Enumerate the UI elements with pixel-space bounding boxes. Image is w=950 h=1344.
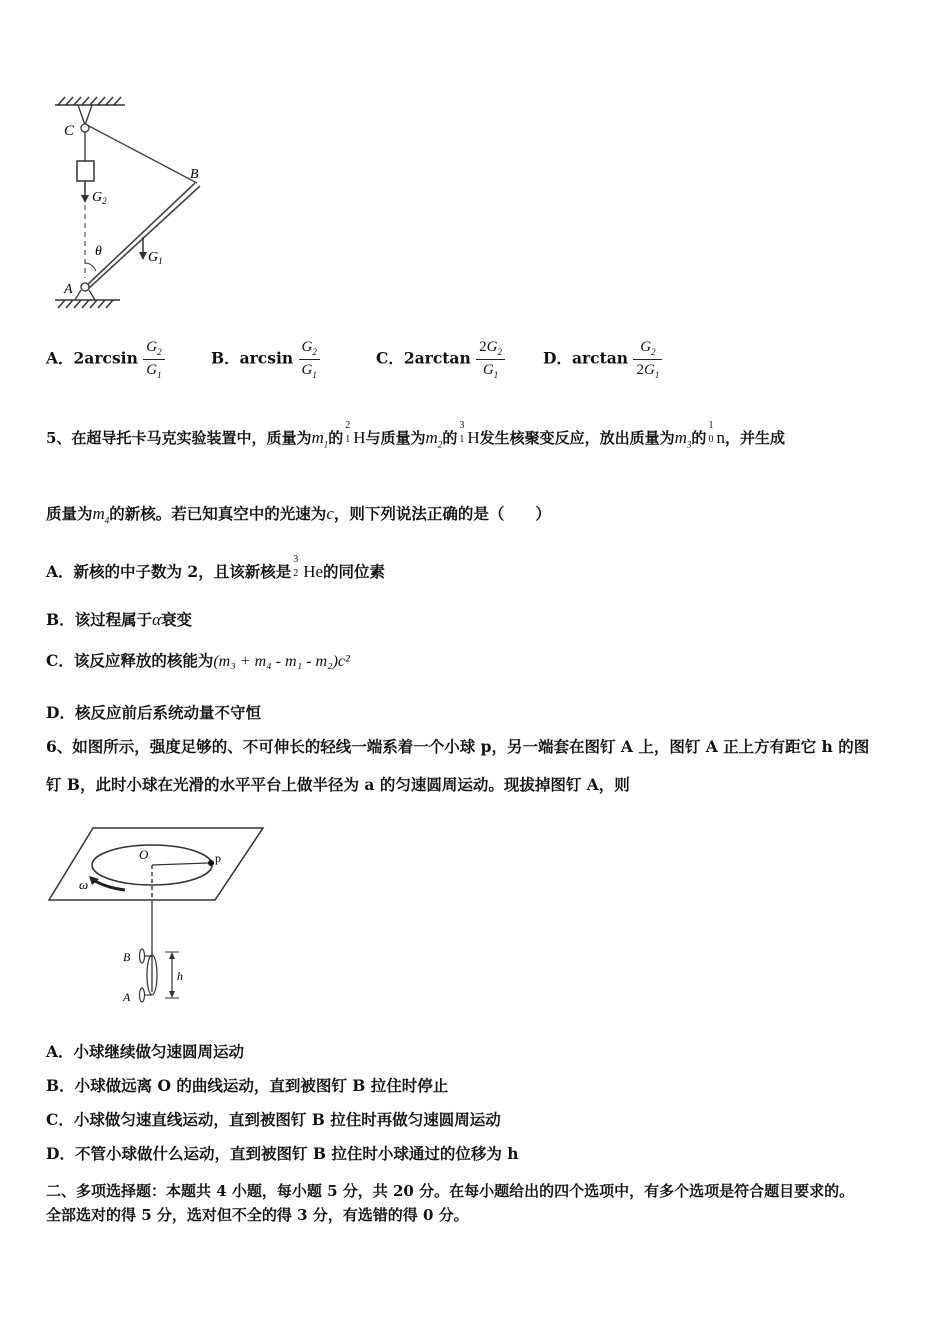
height-arrow-top <box>169 952 175 959</box>
q6-option-B[interactable]: B．小球做远离 O 的曲线运动，直到被图钉 B 拉住时停止 <box>46 1076 449 1095</box>
label-A: A <box>64 282 73 297</box>
q6-stem-line1: 6、如图所示，强度足够的、不可伸长的轻线一端系着一个小球 p，另一端套在图钉 A 上，图钉 A 正上方有距它 h 的图 <box>46 737 870 756</box>
label-B: B <box>190 167 199 182</box>
label-G2: $G_2$ <box>92 190 107 206</box>
fraction: $\frac{G_2}{G_1}$ <box>299 338 320 381</box>
q4-option-B[interactable]: B．arcsin $\frac{G_2}{G_1}$ <box>211 338 320 381</box>
ball-p <box>208 860 214 866</box>
fraction: $\frac{G_2}{2G_1}$ <box>633 338 662 381</box>
q6-option-A[interactable]: A．小球继续做匀速圆周运动 <box>46 1042 245 1061</box>
pin-A <box>140 988 153 1002</box>
pulley-C <box>78 105 92 132</box>
var-m2: $m_2$ <box>425 428 443 450</box>
arrow-G2-head <box>81 195 89 203</box>
q6-stem-line2: 钉 B，此时小球在光滑的水平平台上做半径为 a 的匀速圆周运动。现拔掉图钉 A，则 <box>46 775 630 794</box>
string-CB <box>87 125 197 183</box>
label-A: A <box>123 990 131 1004</box>
fraction: $\frac{G_2}{G_1}$ <box>143 338 164 381</box>
label-omega: ω <box>79 877 89 892</box>
height-arrow-bottom <box>169 991 175 998</box>
q6-option-C[interactable]: C．小球做匀速直线运动，直到被图钉 B 拉住时再做匀速圆周运动 <box>46 1110 501 1129</box>
label-h: h <box>177 969 183 983</box>
var-m4: $m_4$ <box>92 504 110 526</box>
nuclide-H2: 2 1 H <box>345 420 366 447</box>
q5-option-D[interactable]: D．核反应前后系统动量不守恒 <box>46 703 261 722</box>
q5-option-B[interactable]: B．该过程属于α衰变 <box>46 610 193 629</box>
floor <box>55 300 120 308</box>
q4-option-C[interactable]: C．2arctan $\frac{2G_2}{G_1}$ <box>376 338 505 381</box>
var-c: c <box>326 504 334 523</box>
var-m1: $m_1$ <box>311 428 329 450</box>
nuclide-H3: 3 1 H <box>459 420 480 447</box>
label-O: O <box>139 847 149 862</box>
q5-stem-line1: 5、在超导托卡马克实验装置中，质量为$m_1$的 2 1 H与质量为$m_2$的 3 1 H发生核聚变反应，放出质量为$m_3$的 1 0 n，并生成 <box>46 420 785 450</box>
energy-formula: (m₃ + m₄ - m₁ - m₂)c² <box>213 653 350 670</box>
label-B: B <box>123 950 131 964</box>
q5-option-C[interactable]: C．该反应释放的核能为(m₃ + m₄ - m₁ - m₂)c² <box>46 651 350 670</box>
q5-option-A[interactable]: A．新核的中子数为 2，且该新核是 3 2 He的同位素 <box>46 554 386 581</box>
section2-line1: 二、多项选择题：本题共 4 小题，每小题 5 分，共 20 分。在每小题给出的四个选项中，有多个选项是符合题目要求的。 <box>46 1182 855 1200</box>
fraction: $\frac{2G_2}{G_1}$ <box>476 338 505 381</box>
alpha-symbol: α <box>152 610 162 629</box>
figure-rod-string <box>40 95 220 320</box>
nuclide-n: 1 0 n <box>708 420 725 447</box>
label-theta: θ <box>95 244 102 259</box>
q6-option-D[interactable]: D．不管小球做什么运动，直到被图钉 B 拉住时小球通过的位移为 h <box>46 1144 519 1163</box>
figure-platform-pins <box>45 822 275 1012</box>
q5-stem-line2: 质量为$m_4$的新核。若已知真空中的光速为c，则下列说法正确的是（ ） <box>46 504 551 526</box>
section2-line2: 全部选对的得 5 分，选对但不全的得 3 分，有选错的得 0 分。 <box>46 1206 469 1224</box>
label-G1: $G_1$ <box>148 250 163 266</box>
label-p: p <box>215 851 221 865</box>
q4-option-A[interactable]: A．2arcsin $\frac{G_2}{G_1}$ <box>46 338 165 381</box>
var-m3: $m_3$ <box>674 428 692 450</box>
weight-block <box>77 161 94 181</box>
angle-theta-arc <box>85 263 96 271</box>
q4-option-D[interactable]: D．arctan $\frac{G_2}{2G_1}$ <box>543 338 662 381</box>
ceiling <box>55 97 125 105</box>
arrow-G1-head <box>139 252 147 260</box>
nuclide-He3: 3 2 He <box>293 554 324 581</box>
label-C: C <box>64 123 75 139</box>
